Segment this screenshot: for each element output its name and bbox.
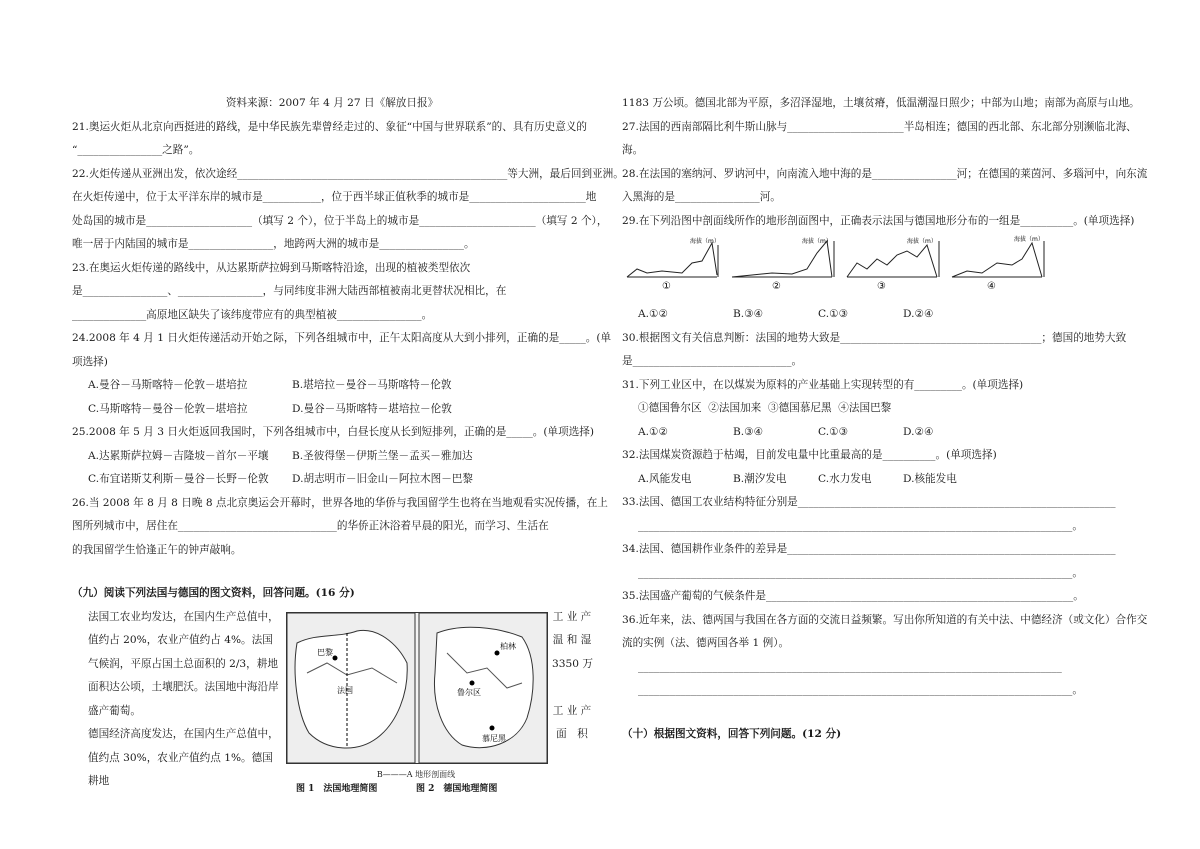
q25-options-ab (72, 445, 592, 469)
q27-line-2: 海。 (622, 144, 644, 156)
q31-line-1: 31.下列工业区中，在以煤炭为原料的产业基础上实现转型的有_________。(单项选择) (622, 378, 1024, 391)
section-9-side-text (552, 606, 592, 747)
q23-line-3: ______________高原地区缺失了该纬度带应有的典型植被________________。 (72, 308, 433, 321)
map-label-berlin: 柏林 (500, 641, 516, 651)
q25-option-d: D.胡志明市－旧金山－阿拉木图－巴黎 (292, 473, 473, 485)
q36-line-4: __________________________________________________________________________________。 (638, 684, 1083, 696)
profile-label-3: ③ (877, 281, 886, 292)
section-10-heading: （十）根据图文资料，回答下列问题。(12 分) (622, 727, 842, 740)
q31-options (622, 421, 1140, 445)
q25-option-c: C.布宜诺斯艾利斯－曼谷－长野－伦敦 (88, 473, 269, 485)
q22-line-2: 在火炬传递中，位于太平洋东岸的城市是___________，位于西半球正值秋季的城市是______________________地 (72, 191, 597, 203)
q36-line-3: ________________________________________________________________________________ (638, 660, 1062, 673)
profile-axis-2: 海拔（m） (802, 238, 832, 245)
map-captions (286, 768, 546, 796)
map-label-ruhr: 鲁尔区 (457, 687, 481, 697)
q25-line-1: 25.2008 年 5 月 3 日火炬返回我国时，下列各组城市中，白昼长度从长到短排列，正确的是_____。(单项选择) (72, 426, 595, 438)
profile-axis-3: 海拔（m） (907, 238, 937, 245)
side-text-1: 工 业 产 (552, 610, 592, 623)
map-figure (286, 612, 548, 764)
q32-option-c: C.水力发电 (818, 472, 872, 485)
q22-line-3: 处岛国的城市是____________________（填写 2 个），位于半岛上的城市是______________________（填写 2 个）， (72, 214, 608, 227)
source-line: 资料来源：2007 年 4 月 27 日《解放日报》 (225, 97, 439, 109)
q34-line-1: 34.法国、德国耕作业条件的差异是______________________________________________________________ (622, 543, 1116, 555)
q26-line-1: 26.当 2008 年 8 月 8 日晚 8 点北京奥运会开幕时，世界各地的华侨与我国留学生也将在当地观看实况传播，在上 (72, 496, 608, 509)
q32-option-b: B.潮汐发电 (733, 472, 787, 485)
q29-option-a: A.①② (638, 308, 669, 320)
q33-line-2: __________________________________________________________________________________。 (638, 519, 1083, 532)
q29-option-c: C.①③ (818, 308, 849, 320)
q29-line-1: 29.在下列沿图中剖面线所作的地形剖面图中，正确表示法国与德国地形分布的一组是__________。(单项选择) (622, 214, 1135, 227)
maps-svg (287, 613, 547, 763)
q31-option-c: C.①③ (818, 425, 849, 438)
q24-option-c: C.马斯喀特－曼谷－伦敦－堪培拉 (88, 402, 248, 415)
q28-line-1: 28.在法国的塞纳河、罗讷河中，向南流入地中海的是________________河；在德国的莱茵河、多瑙河中，向东流 (622, 167, 1148, 180)
profile-label-1: ① (662, 281, 671, 292)
side-text-3: 3350 万 (552, 657, 593, 670)
side-text-2: 温 和 湿 (552, 634, 592, 646)
map-legend: B———A 地形剖面线 (376, 769, 456, 779)
map-caption-1: 图 1 法国地理简图 (296, 783, 378, 794)
profile-axis-1: 海拔（m） (690, 238, 720, 245)
profiles-svg (622, 233, 1140, 303)
q31-items: ①德国鲁尔区 ②法国加来 ③德国慕尼黑 ④法国巴黎 (638, 402, 892, 414)
q24-option-a: A.曼谷－马斯喀特－伦敦－堪培拉 (88, 379, 248, 391)
q28-line-2: 入黑海的是________________河。 (622, 191, 781, 203)
germany-area-line: 1183 万公顷。德国北部为平原，多沼泽湿地，土壤贫瘠，低温潮湿日照少；中部为山地；南部为高原与山地。 (622, 97, 1140, 109)
q23-line-2: 是________________、________________，与同纬度非洲大陆西部植被南北更替状况相比，在 (72, 285, 507, 297)
q21-line-1: 21.奥运火炬从北京向西挺进的路线，是中华民族先辈曾经走过的、象征“中国与世界联系”的、具有历史意义的 (72, 120, 587, 133)
q31-option-a: A.①② (638, 425, 669, 438)
q22-line-1: 22.火炬传递从亚洲出发，依次途经___________________________________________________等大洲，最后回到亚洲。 (72, 167, 624, 180)
germany-outline-icon (434, 627, 533, 747)
q24-option-d: D.曼谷－马斯喀特－堪培拉－伦敦 (292, 402, 452, 415)
q24-option-b: B.堪培拉－曼谷－马斯喀特－伦敦 (292, 379, 452, 391)
q29-option-d: D.②④ (903, 308, 934, 320)
q26-line-2: 图所列城市中，居住在______________________________的华侨正沐浴着早晨的阳光，而学习、生活在 (72, 520, 549, 532)
q23-line-1: 23.在奥运火炬传递的路线中，从达累斯萨拉姆到马斯喀特沿途，出现的植被类型依次 (72, 261, 471, 274)
q31-option-b: B.③④ (733, 425, 764, 438)
map-label-paris: 巴黎 (317, 647, 333, 657)
section-9-heading: （九）阅读下列法国与德国的图文资料，回答问题。(16 分) (72, 587, 355, 599)
france-paragraph: 法国工农业均发达，在国内生产总值中，值约占 20%，农业产值约占 4%。法国气候润，平原占国土总面积的 2/3，耕地面积达公顷，土壤肥沃。法国地中海沿岸盛产葡萄。 (88, 610, 279, 717)
q32-option-a: A.风能发电 (638, 472, 692, 485)
side-text-5: 面 积 (556, 728, 588, 740)
profile-label-2: ② (772, 281, 781, 292)
map-caption-row (286, 782, 546, 796)
q34-line-2: __________________________________________________________________________________。 (638, 566, 1083, 579)
section-9-text (72, 606, 280, 794)
q25-option-a: A.达累斯萨拉姆－吉隆坡－首尔－平壤 (88, 449, 269, 462)
q30-line-2: 是______________________________。 (622, 355, 803, 367)
q33-line-1: 33.法国、德国工农业结构特征分别是____________________________________________________________ (622, 496, 1116, 508)
q31-option-d: D.②④ (903, 425, 934, 438)
q36-line-2: 流的实例（法、德两国各举 1 例）。 (622, 637, 790, 649)
map-label-france: 法国 (337, 685, 353, 695)
q32-line-1: 32.法国煤炭资源趋于枯竭，目前发电量中比重最高的是__________。(单项选择) (622, 449, 997, 461)
q27-line-1: 27.法国的西南部隔比利牛斯山脉与______________________半岛相连；德国的西北部、东北部分别濒临北海、 (622, 120, 1137, 133)
map-label-munich: 慕尼黑 (482, 733, 506, 743)
q24-options-ab (72, 374, 592, 398)
q30-line-1: 30.根据图文有关信息判断：法国的地势大致是______________________________________；德国的地势大致 (622, 331, 1127, 344)
q21-line-2: “________________之路”。 (72, 144, 200, 156)
q24-line-1: 24.2008 年 4 月 1 日火炬传递活动开始之际，下列各组城市中，正午太阳高度从大到小排列，正确的是_____。(单 (72, 332, 612, 344)
q35-line-1: 35.法国盛产葡萄的气候条件是__________________________________________________________。 (622, 590, 1084, 602)
q24-line-2: 项选择) (72, 355, 108, 368)
q29-option-b: B.③④ (733, 308, 764, 320)
q29-options (622, 303, 1140, 327)
terrain-profiles (622, 233, 1140, 303)
map-caption-2: 图 2 德国地理简图 (416, 783, 498, 794)
q24-options-cd (72, 398, 592, 422)
right-column (622, 92, 1148, 746)
q25-option-b: B.圣彼得堡－伊斯兰堡－孟买－雅加达 (292, 449, 473, 462)
profile-axis-4: 海拔（m） (1014, 236, 1044, 243)
q25-options-cd (72, 468, 592, 492)
section-9-figure-block (72, 606, 592, 796)
left-column (72, 92, 624, 796)
q22-line-4: 唯一居于内陆国的城市是________________，地跨两大洲的城市是________________。 (72, 238, 475, 250)
q32-options (622, 468, 1140, 492)
germany-paragraph: 德国经济高度发达，在国内生产总值中，值约点 30%，农业产值约点 1%。德国耕地 (88, 728, 279, 787)
side-text-4: 工 业 产 (552, 704, 592, 717)
q26-line-3: 的我国留学生恰逢正午的钟声敲响。 (72, 543, 242, 556)
profile-label-4: ④ (987, 281, 996, 292)
q32-option-d: D.核能发电 (903, 472, 957, 485)
q36-line-1: 36.近年来，法、德两国与我国在各方面的交流日益频繁。写出你所知道的有关中法、中德经济（或文化）合作交 (622, 613, 1148, 626)
